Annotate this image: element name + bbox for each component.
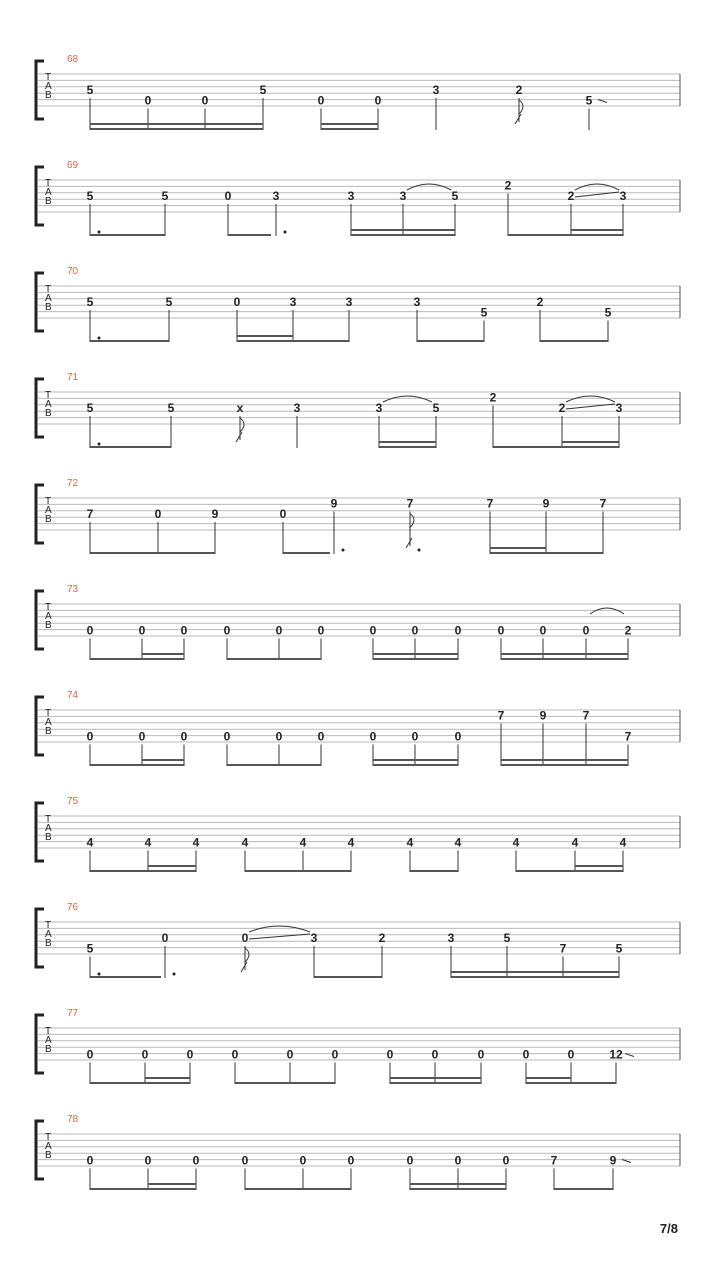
fret-number: 3: [399, 189, 407, 203]
beam: [142, 764, 184, 766]
fret-number: 4: [299, 835, 307, 850]
fret-number: 5: [604, 305, 612, 320]
staff-lines: [38, 816, 680, 848]
measure-number: 74: [67, 690, 79, 701]
fret-number: 2: [378, 931, 386, 945]
fret-number: 0: [275, 623, 283, 638]
fret-number: 0: [224, 189, 232, 203]
fret-number: 0: [138, 623, 146, 638]
fret-number: 5: [86, 189, 94, 203]
tie: [566, 396, 615, 402]
tab-clef-letter: B: [45, 90, 52, 101]
tie: [383, 396, 432, 402]
fret-number: 0: [286, 1047, 294, 1062]
tab-system: [36, 584, 680, 660]
beam: [410, 1188, 506, 1190]
tab-clef-letter: A: [45, 187, 52, 198]
fret-number: 5: [161, 189, 169, 203]
fret-number: 5: [259, 83, 267, 97]
tab-system: [36, 690, 680, 766]
fret-number: 2: [515, 83, 523, 97]
beam-secondary: [142, 759, 184, 761]
grace-slash: [406, 538, 412, 548]
fret-number: x: [236, 401, 244, 415]
beam: [235, 1082, 335, 1084]
beam: [227, 658, 321, 660]
measure-number: 77: [67, 1008, 79, 1019]
staff-lines: [38, 498, 680, 530]
beam-secondary: [410, 1183, 506, 1185]
fret-number: 3: [347, 189, 355, 203]
tab-clef-letter: T: [45, 708, 52, 719]
fret-number: 2: [504, 178, 512, 193]
beam: [90, 340, 169, 342]
tab-clef-letter: T: [45, 178, 52, 189]
fret-number: 3: [310, 931, 318, 945]
fret-number: 0: [275, 729, 283, 744]
fret-number: 0: [241, 1153, 249, 1168]
fret-number: 0: [279, 507, 287, 521]
grace-stem: [245, 946, 249, 970]
fret-number: 7: [599, 496, 607, 511]
system-bracket: [36, 697, 44, 755]
fret-number: 2: [567, 189, 575, 203]
fret-number: 0: [223, 729, 231, 744]
beam: [373, 764, 458, 766]
tab-clef-letter: A: [45, 1035, 52, 1046]
fret-number: 0: [138, 729, 146, 744]
beam: [554, 1188, 613, 1190]
tie: [590, 608, 624, 614]
fret-number: 0: [154, 507, 162, 521]
fret-number: 0: [497, 623, 505, 638]
fret-number: 0: [502, 1153, 510, 1168]
beam: [237, 340, 293, 342]
beam-secondary: [351, 229, 455, 231]
staff-lines: [38, 74, 680, 106]
beam-secondary: [142, 653, 184, 655]
measure-number: 73: [67, 584, 79, 595]
system-bracket: [36, 909, 44, 967]
system-bracket: [36, 591, 44, 649]
tab-clef-letter: T: [45, 814, 52, 825]
fret-number: 0: [539, 623, 547, 638]
fret-number: 0: [241, 931, 249, 945]
fret-number: 0: [582, 623, 590, 638]
dot: [284, 231, 287, 234]
fret-number: 0: [406, 1153, 414, 1168]
fret-number: 0: [317, 729, 325, 744]
fret-number: 9: [330, 496, 338, 511]
measure-number: 75: [67, 796, 79, 807]
fret-number: 0: [299, 1153, 307, 1168]
beam: [245, 1188, 351, 1190]
tab-system: [36, 266, 680, 342]
beam: [90, 552, 215, 554]
tab-clef-letter: T: [45, 1026, 52, 1037]
tab-clef-letter: B: [45, 938, 52, 949]
tab-clef-letter: A: [45, 505, 52, 516]
fret-number: 3: [447, 931, 455, 945]
fret-number: 3: [432, 83, 440, 97]
beam-secondary: [90, 123, 263, 125]
beam: [314, 976, 382, 978]
beam-secondary: [237, 335, 293, 337]
system-bracket: [36, 167, 44, 225]
beam-secondary: [562, 441, 619, 443]
beam: [228, 234, 271, 236]
beam: [540, 340, 608, 342]
fret-number: 12: [609, 1047, 623, 1062]
beam: [245, 870, 351, 872]
fret-number: 0: [86, 729, 94, 744]
beam: [526, 1082, 571, 1084]
fret-number: 0: [180, 623, 188, 638]
fret-number: 7: [582, 708, 590, 723]
beam-secondary: [145, 1077, 190, 1079]
tab-clef-letter: A: [45, 1141, 52, 1152]
measure-number: 72: [67, 478, 79, 489]
fret-number: 9: [211, 507, 219, 521]
fret-number: 3: [272, 189, 280, 203]
fret-number: 4: [571, 835, 579, 850]
fret-number: 7: [86, 507, 94, 521]
dot: [98, 443, 101, 446]
fret-number: 5: [167, 401, 175, 415]
fret-number: 0: [86, 1153, 94, 1168]
fret-number: 0: [144, 1153, 152, 1168]
fret-number: 2: [536, 295, 544, 309]
system-bracket: [36, 61, 44, 119]
tab-clef-letter: T: [45, 496, 52, 507]
tie: [249, 926, 310, 932]
fret-number: 4: [192, 835, 200, 850]
beam-secondary: [501, 759, 628, 761]
fret-number: 0: [411, 729, 419, 744]
tab-clef-letter: A: [45, 929, 52, 940]
fret-number: 4: [347, 835, 355, 850]
system-bracket: [36, 803, 44, 861]
fret-number: 0: [317, 93, 325, 108]
beam: [90, 234, 165, 236]
fret-number: 5: [86, 941, 94, 956]
fret-number: 9: [609, 1153, 617, 1168]
tab-clef-letter: T: [45, 284, 52, 295]
dot: [98, 973, 101, 976]
fret-number: 2: [624, 623, 632, 638]
fret-number: 0: [431, 1047, 439, 1062]
fret-number: 4: [86, 835, 94, 850]
fret-number: 0: [567, 1047, 575, 1062]
fret-number: 5: [86, 295, 94, 309]
fret-number: 0: [386, 1047, 394, 1062]
fret-number: 2: [558, 401, 566, 415]
dot: [98, 337, 101, 340]
staff-lines: [38, 1134, 680, 1166]
dot: [418, 549, 421, 552]
beam: [390, 1082, 481, 1084]
tab-clef-letter: B: [45, 726, 52, 737]
tab-clef-letter: T: [45, 1132, 52, 1143]
beam-secondary: [501, 653, 628, 655]
fret-number: 7: [624, 729, 632, 744]
beam: [283, 552, 330, 554]
fret-number: 0: [347, 1153, 355, 1168]
grace-slash: [236, 432, 242, 442]
tab-system: [36, 478, 680, 554]
fret-number: 5: [503, 931, 511, 945]
fret-number: 0: [331, 1047, 339, 1062]
measure-number: 69: [67, 160, 79, 171]
fret-number: 3: [413, 295, 421, 309]
fret-number: 3: [345, 295, 353, 309]
measure-number: 76: [67, 902, 79, 913]
tab-system: [36, 1008, 680, 1084]
beam: [351, 234, 455, 236]
beam: [410, 870, 458, 872]
beam-secondary: [571, 229, 623, 231]
beam-secondary: [575, 865, 623, 867]
fret-number: 0: [186, 1047, 194, 1062]
staff-lines: [38, 922, 680, 954]
fret-number: 0: [369, 623, 377, 638]
fret-number: 5: [451, 189, 459, 203]
staff-lines: [38, 286, 680, 318]
fret-number: 5: [86, 83, 94, 97]
tab-system: [36, 160, 680, 236]
beam: [379, 446, 436, 448]
fret-number: 4: [241, 835, 249, 850]
fret-number: 0: [411, 623, 419, 638]
grace-stem: [519, 98, 523, 122]
fret-number: 3: [375, 401, 383, 415]
tab-clef-letter: T: [45, 390, 52, 401]
beam-secondary: [379, 441, 436, 443]
fret-number: 5: [432, 401, 440, 415]
system-bracket: [36, 379, 44, 437]
fret-number: 0: [161, 931, 169, 945]
system-bracket: [36, 1121, 44, 1179]
staff-lines: [38, 1028, 680, 1060]
fret-number: 0: [231, 1047, 239, 1062]
beam-secondary: [321, 123, 378, 125]
fret-number: 0: [317, 623, 325, 638]
fret-number: 0: [144, 93, 152, 108]
fret-number: 5: [615, 941, 623, 956]
system-bracket: [36, 485, 44, 543]
beam: [575, 870, 623, 872]
fret-number: 4: [512, 835, 520, 850]
beam-secondary: [148, 1183, 196, 1185]
beam-secondary: [490, 547, 546, 549]
fret-number: 7: [497, 708, 505, 723]
measure-number: 71: [67, 372, 79, 383]
beam-secondary: [373, 653, 458, 655]
fret-number: 0: [454, 729, 462, 744]
fret-number: 7: [550, 1153, 558, 1168]
beam-secondary: [451, 971, 619, 973]
measure-number: 68: [67, 54, 79, 65]
fret-number: 0: [86, 623, 94, 638]
fret-number: 0: [192, 1153, 200, 1168]
tab-clef-letter: B: [45, 196, 52, 207]
tab-clef-letter: A: [45, 611, 52, 622]
fret-number: 7: [406, 496, 414, 511]
beam: [90, 976, 161, 978]
tab-clef-letter: B: [45, 832, 52, 843]
fret-number: 5: [165, 295, 173, 309]
tab-system: [36, 902, 680, 978]
fret-number: 0: [477, 1047, 485, 1062]
beam: [142, 658, 184, 660]
beam: [501, 658, 628, 660]
dot: [173, 973, 176, 976]
fret-number: 0: [374, 93, 382, 108]
fret-number: 4: [619, 835, 627, 850]
tab-system: [36, 796, 680, 872]
system-bracket: [36, 273, 44, 331]
fret-number: 3: [615, 401, 623, 415]
fret-number: 2: [489, 390, 497, 405]
fret-number: 0: [522, 1047, 530, 1062]
beam: [321, 128, 378, 130]
grace-stem: [240, 416, 244, 440]
tab-clef-letter: A: [45, 81, 52, 92]
fret-number: 9: [539, 708, 547, 723]
fret-number: 0: [369, 729, 377, 744]
tab-clef-letter: T: [45, 920, 52, 931]
dot: [342, 549, 345, 552]
tab-system: [36, 1114, 680, 1190]
beam: [90, 446, 171, 448]
beam: [562, 446, 619, 448]
fret-number: 0: [86, 1047, 94, 1062]
fret-number: 5: [585, 93, 593, 108]
fret-number: 4: [454, 835, 462, 850]
fret-number: 7: [559, 941, 567, 956]
fret-number: 9: [542, 496, 550, 511]
beam: [148, 1188, 196, 1190]
beam-secondary: [390, 1077, 481, 1079]
tab-clef-letter: B: [45, 620, 52, 631]
fret-number: 4: [406, 835, 414, 850]
fret-number: 3: [619, 189, 627, 203]
fret-number: 0: [454, 1153, 462, 1168]
beam: [227, 764, 321, 766]
system-bracket: [36, 1015, 44, 1073]
tab-clef-letter: B: [45, 408, 52, 419]
beam: [417, 340, 484, 342]
fret-number: 0: [223, 623, 231, 638]
beam-secondary: [373, 759, 458, 761]
fret-number: 0: [180, 729, 188, 744]
beam: [90, 128, 263, 130]
tab-system: [36, 54, 680, 130]
beam: [571, 234, 623, 236]
tab-clef-letter: A: [45, 399, 52, 410]
page-number: 7/8: [659, 1221, 678, 1236]
measure-number: 78: [67, 1114, 79, 1125]
beam: [451, 976, 619, 978]
measure-number: 70: [67, 266, 79, 277]
fret-number: 5: [86, 401, 94, 415]
tab-clef-letter: B: [45, 514, 52, 525]
fret-number: 3: [293, 401, 301, 415]
tie: [575, 184, 619, 190]
tab-clef-letter: B: [45, 1044, 52, 1055]
fret-number: 0: [233, 295, 241, 309]
fret-number: 0: [454, 623, 462, 638]
beam-secondary: [148, 865, 196, 867]
beam: [148, 870, 196, 872]
fret-number: 4: [144, 835, 152, 850]
fret-number: 0: [201, 93, 209, 108]
tab-clef-letter: B: [45, 302, 52, 313]
fret-number: 7: [486, 496, 494, 511]
tab-clef-letter: B: [45, 1150, 52, 1161]
tab-system: [36, 372, 680, 448]
fret-number: 5: [480, 305, 488, 320]
beam: [373, 658, 458, 660]
beam: [490, 552, 546, 554]
dot: [98, 231, 101, 234]
beam: [145, 1082, 190, 1084]
tab-clef-letter: T: [45, 602, 52, 613]
beam: [501, 764, 628, 766]
fret-number: 3: [289, 295, 297, 309]
grace-slash: [241, 962, 247, 972]
tab-clef-letter: T: [45, 72, 52, 83]
beam-secondary: [526, 1077, 571, 1079]
tab-clef-letter: A: [45, 823, 52, 834]
tab-clef-letter: A: [45, 293, 52, 304]
tab-clef-letter: A: [45, 717, 52, 728]
grace-slash: [515, 114, 521, 124]
fret-number: 0: [141, 1047, 149, 1062]
tie: [407, 184, 451, 190]
